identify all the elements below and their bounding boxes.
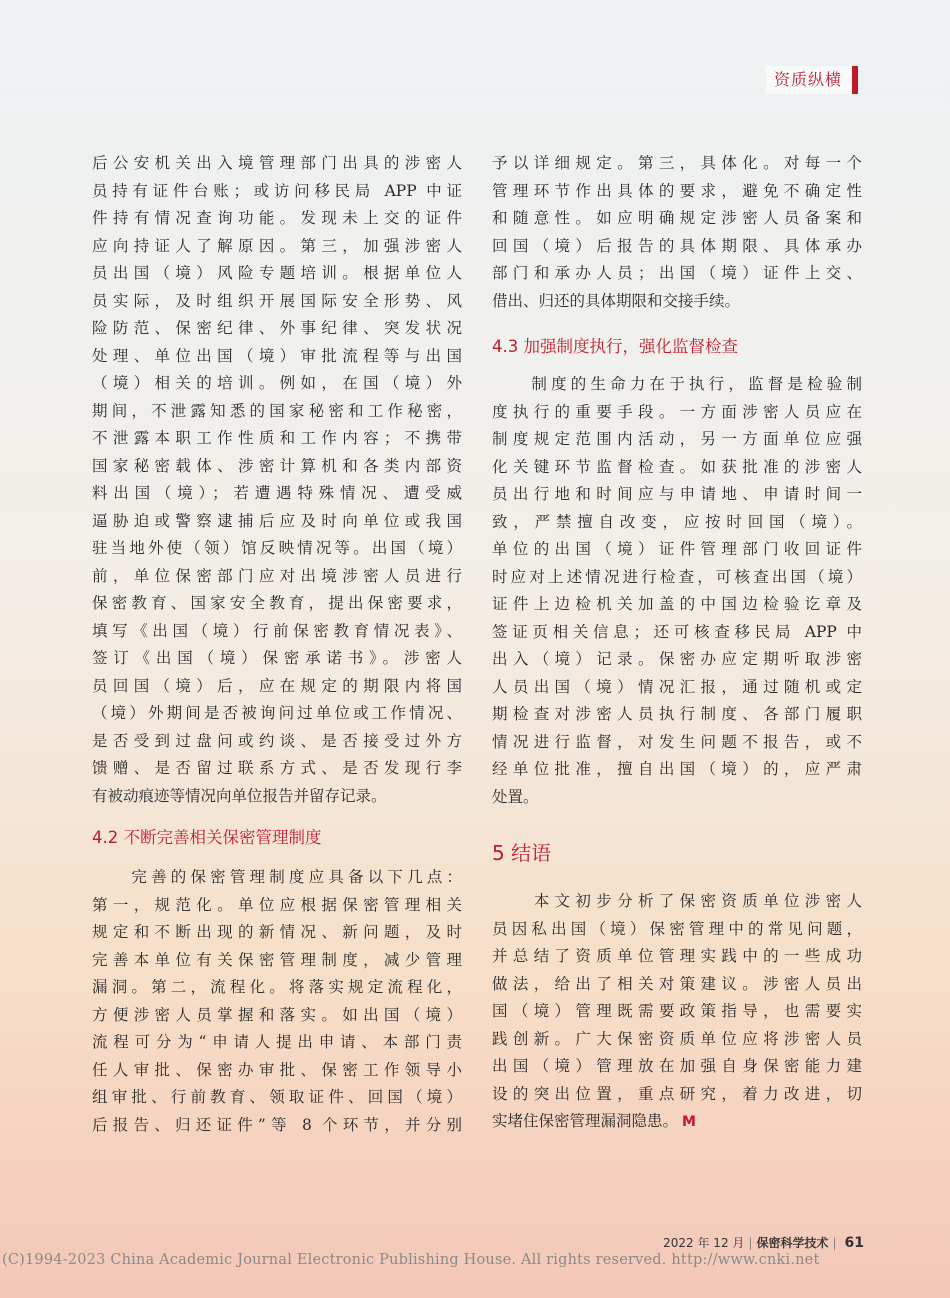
text-line: 方便涉密人员掌握和落实。如出国（境） xyxy=(92,1005,462,1024)
text-line: 完善本单位有关保密管理制度，减少管理 xyxy=(92,950,462,969)
text-line: 经单位批准，擅自出国（境）的，应严肃 xyxy=(492,760,862,778)
text-line: 逼胁迫或警察逮捕后应及时向单位或我国 xyxy=(92,511,462,530)
text-line: 国家秘密载体、涉密计算机和各类内部资 xyxy=(92,456,462,475)
text-line: 化关键环节监督检查。如获批准的涉密人 xyxy=(492,457,862,476)
text-line: 流程可分为“申请人提出申请、本部门责 xyxy=(92,1033,462,1051)
text-line: 规定和不断出现的新情况、新问题，及时 xyxy=(92,923,462,941)
text-line: 并总结了资质单位管理实践中的一些成功 xyxy=(492,947,862,965)
text-line: 填写《出国（境）行前保密教育情况表》、 xyxy=(92,621,462,640)
text-line: 员出国（境）风险专题培训。根据单位人 xyxy=(92,264,462,282)
text-line: 是否受到过盘问或约谈、是否接受过外方 xyxy=(92,731,462,750)
text-line: 险防范、保密纪律、外事纪律、突发状况 xyxy=(92,319,462,337)
page-number: 61 xyxy=(844,1234,864,1251)
text-line: 做法，给出了相关对策建议。涉密人员出 xyxy=(492,974,862,993)
text-line: 后公安机关出入境管理部门出具的涉密人 xyxy=(92,154,462,172)
right-paragraph-2 xyxy=(492,371,862,811)
right-paragraph-3 xyxy=(492,888,862,1137)
text-line: （境）外期间是否被询问过单位或工作情况、 xyxy=(92,704,462,722)
text-line: 员实际，及时组织开展国际安全形势、风 xyxy=(92,291,462,310)
right-paragraph-1 xyxy=(492,150,862,315)
text-line: 借出、归还的具体期限和交接手续。 xyxy=(492,291,741,310)
text-line: 单位的出国（境）证件管理部门收回证件 xyxy=(492,540,862,558)
text-line: （境）相关的培训。例如，在国（境）外 xyxy=(92,374,462,392)
text-line: 员持有证件台账；或访问移民局 APP 中证 xyxy=(92,181,462,200)
text-line: 致，严禁擅自改变，应按时回国（境）。 xyxy=(492,512,862,531)
text-line: 制度规定范围内活动，另一方面单位应强 xyxy=(492,430,862,448)
text-line: 件持有情况查询功能。发现未上交的证件 xyxy=(92,209,462,227)
text-line: 予以详细规定。第三，具体化。对每一个 xyxy=(492,154,862,172)
left-paragraph-2 xyxy=(92,864,462,1139)
text-line: 员出行地和时间应与申请地、申请时间一 xyxy=(492,485,862,503)
text-line: 保密教育、国家安全教育，提出保密要求， xyxy=(92,594,462,612)
text-line: 部门和承办人员；出国（境）证件上交、 xyxy=(492,264,862,282)
footer-separator: | xyxy=(832,1235,837,1250)
heading-4-3: 4.3 加强制度执行，强化监督检查 xyxy=(492,337,738,356)
text-line: 国（境）管理既需要政策指导，也需要实 xyxy=(492,1002,862,1020)
text-line: 本文初步分析了保密资质单位涉密人 xyxy=(492,892,862,910)
text-line: 期间，不泄露知悉的国家秘密和工作秘密， xyxy=(92,401,462,420)
heading-5: 5 结语 xyxy=(492,841,552,865)
text-line: 出入（境）记录。保密办应定期听取涉密 xyxy=(492,650,862,668)
text-line: 第一，规范化。单位应根据保密管理相关 xyxy=(92,895,462,914)
text-line: 前，单位保密部门应对出境涉密人员进行 xyxy=(92,566,462,585)
text-line: 和随意性。如应明确规定涉密人员备案和 xyxy=(492,209,862,227)
text-line: 签订《出国（境）保密承诺书》。涉密人 xyxy=(92,649,462,667)
text-line: 时应对上述情况进行检查，可核查出国（境） xyxy=(492,567,862,586)
text-line: 人员出国（境）情况汇报，通过随机或定 xyxy=(492,677,862,696)
text-line: 实堵住保密管理漏洞隐患。 M xyxy=(492,1108,862,1137)
text-line: 漏洞。第二，流程化。将落实规定流程化， xyxy=(92,978,462,996)
text-line: 践创新。广大保密资质单位应将涉密人员 xyxy=(492,1029,862,1048)
text-line: 任人审批、保密办审批、保密工作领导小 xyxy=(92,1060,462,1079)
text-line: 应向持证人了解原因。第三，加强涉密人 xyxy=(92,236,462,255)
footer-journal: 保密科学技术 xyxy=(756,1236,829,1250)
page-footer xyxy=(663,1234,864,1251)
text-line: 有被动痕迹等情况向单位报告并留存记录。 xyxy=(92,786,387,805)
heading-4-2: 4.2 不断完善相关保密管理制度 xyxy=(92,828,322,847)
text-line: 馈赠、是否留过联系方式、是否发现行李 xyxy=(92,759,462,777)
section-tag xyxy=(766,66,858,94)
text-line: 处置。 xyxy=(492,787,539,806)
text-line: 制度的生命力在于执行，监督是检验制 xyxy=(492,375,862,393)
right-column xyxy=(492,150,862,1137)
section-tag-label: 资质纵横 xyxy=(766,66,852,94)
text-line: 不泄露本职工作性质和工作内容；不携带 xyxy=(92,429,462,447)
text-line: 组审批、行前教育、领取证件、回国（境） xyxy=(92,1088,462,1106)
text-line: 设的突出位置，重点研究，着力改进，切 xyxy=(492,1084,862,1103)
text-line: 证件上边检机关加盖的中国边检验讫章及 xyxy=(492,595,862,613)
text-line: 回国（境）后报告的具体期限、具体承办 xyxy=(492,236,862,255)
end-mark-icon: M xyxy=(682,1114,696,1130)
copyright-watermark: (C)1994-2023 China Academic Journal Electronic Publishing House. All rights reserved. http://www.cnki.net xyxy=(2,1252,820,1268)
left-paragraph-1 xyxy=(92,150,462,810)
text-line: 员因私出国（境）保密管理中的常见问题， xyxy=(492,919,862,938)
text-line: 度执行的重要手段。一方面涉密人员应在 xyxy=(492,402,862,421)
text-line: 完善的保密管理制度应具备以下几点： xyxy=(92,868,462,886)
text-line: 情况进行监督，对发生问题不报告，或不 xyxy=(492,732,862,751)
text-line: 签证页相关信息；还可核查移民局 APP 中 xyxy=(492,622,862,641)
text-line: 驻当地外使（领）馆反映情况等。出国（境） xyxy=(92,539,462,557)
text-line: 料出国（境）；若遭遇特殊情况、遭受威 xyxy=(92,484,462,502)
text-line: 处理、单位出国（境）审批流程等与出国 xyxy=(92,346,462,365)
text-line: 出国（境）管理放在加强自身保密能力建 xyxy=(492,1057,862,1075)
footer-separator: | xyxy=(748,1235,753,1250)
section-tag-bar xyxy=(852,66,858,94)
text-line: 后报告、归还证件”等 8 个环节，并分别 xyxy=(92,1115,462,1134)
footer-date: 2022 年 12 月 xyxy=(663,1236,745,1250)
text-line: 员回国（境）后，应在规定的期限内将国 xyxy=(92,676,462,695)
text-line: 管理环节作出具体的要求，避免不确定性 xyxy=(492,181,862,200)
left-column xyxy=(92,150,462,1139)
text-line: 期检查对涉密人员执行制度、各部门履职 xyxy=(492,705,862,723)
